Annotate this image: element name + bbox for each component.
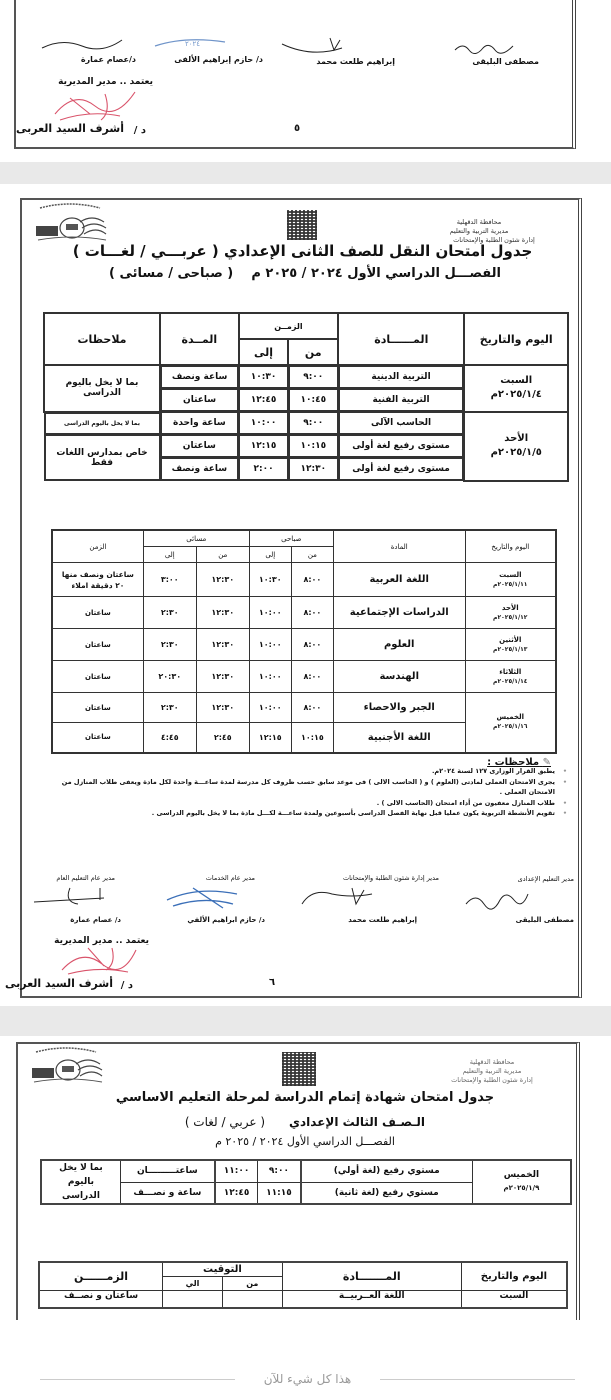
duration-cell: ساعة واحدة (160, 412, 239, 435)
day-cell (465, 629, 556, 661)
end-text: هذا كل شيء للآن (263, 1372, 352, 1386)
to-cell: ١٠:٠٠ (239, 412, 289, 435)
duration-cell: ساعتان ونصف منها ٢٠ دقيقة املاء (52, 563, 143, 597)
morning-from-cell: ٨:٠٠ (291, 597, 333, 629)
evening-from-cell: ١٢:٣٠ (196, 563, 249, 597)
signature-name: د/ حازم إبراهيم الألفى (174, 55, 263, 64)
grade-label: الـصـف الثالث الإعدادي (289, 1115, 425, 1129)
header-from: من (291, 547, 333, 563)
day-cell (465, 597, 556, 629)
schedule-subtitle: الفصـــل الدراسي الأول ٢٠٢٤ / ٢٠٢٥ م (215, 1135, 395, 1148)
to-cell (163, 1291, 223, 1309)
morning-to-cell: ١٠:٠٠ (249, 661, 291, 693)
evening-to-cell: ٣:٠٠ (143, 563, 196, 597)
morning-to-cell: ١٢:١٥ (249, 723, 291, 753)
schedule-table-1 (43, 312, 569, 482)
from-cell: ١١:١٥ (258, 1182, 301, 1204)
day-name: السبت (500, 375, 533, 387)
duration-cell: ساعتـــــــــان (120, 1160, 214, 1182)
signature-name: إبراهيم طلعت محمد (348, 916, 417, 924)
evening-from-cell: ١٢:٣٠ (196, 597, 249, 629)
subject-cell: التربية الفنية (338, 389, 464, 412)
header-time: الزمن (52, 530, 143, 563)
page-5 (0, 0, 611, 162)
evening-to-cell: ٢:٣٠ (143, 693, 196, 723)
day-cell (465, 563, 556, 597)
day-date: ٢٠٢٥/١/١٦م (493, 723, 528, 731)
duration-cell: ساعتان (52, 723, 143, 753)
evening-to-cell: ٤:٤٥ (143, 723, 196, 753)
subject-cell: الحاسب الآلى (338, 412, 464, 435)
duration-cell: ساعة ونصف (160, 365, 239, 389)
duration-cell: ساعتان (52, 629, 143, 661)
signature-name: د/عصام عمارة (80, 55, 136, 64)
day-name: الأثنين (499, 635, 522, 644)
signature-scribble (163, 882, 253, 914)
org-line-3: إدارة شئون الطلبة والإمتحانات (453, 236, 535, 244)
table-row (44, 365, 568, 389)
signature-title: مدير عام الخدمات (205, 874, 255, 882)
approval-label: يعتمد .. مدير المديرية (54, 936, 149, 946)
note-item: • تقويم الأنشطة التربوية يكون عمليا قبل نهاية الفصل الدراسى بأسبوعين ولمدة ساعـــة لكـــل مادة بما لا يخل باليوم الدراسى . (49, 808, 569, 819)
grade-type: ( عربي / لغات ) (184, 1115, 265, 1129)
subject-cell: التربية الدينية (338, 365, 464, 389)
schedule-table-1 (40, 1159, 572, 1205)
note-cell: بما لا يخل باليوم الدراسى (44, 365, 160, 412)
footer-divider-right (380, 1379, 575, 1380)
header-day: اليوم والتاريخ (465, 530, 556, 563)
morning-to-cell: ١٠:٠٠ (249, 629, 291, 661)
header-to: إلى (143, 547, 196, 563)
from-cell: ٩:٠٠ (288, 412, 338, 435)
subject-cell: مستوى رفيع لغة أولى (338, 458, 464, 481)
morning-from-cell: ٨:٠٠ (291, 661, 333, 693)
subject-cell: مستوى رفيع لغة أولى (338, 435, 464, 458)
pencil-icon: ✎ (542, 757, 551, 768)
day-name: الخميس (503, 1170, 540, 1180)
header-subject: المـــــــادة (282, 1262, 461, 1291)
day-date: ٢٠٢٥/١/١٤م (493, 677, 528, 685)
org-header (437, 1058, 547, 1085)
header-day: اليوم والتاريخ (461, 1262, 567, 1291)
duration-cell: ساعتان و نصــف (39, 1291, 163, 1309)
day-date: ٢٠٢٥/١/١٣م (493, 645, 528, 653)
duration-cell: ساعتان (52, 693, 143, 723)
duration-cell: ساعتان (52, 661, 143, 693)
day-name: الخميس (496, 713, 525, 722)
header-from: من (222, 1277, 282, 1291)
evening-from-cell: ١٢:٣٠ (196, 629, 249, 661)
from-cell: ١٠:٤٥ (288, 389, 338, 412)
signature-name: د/ عصام عمارة (70, 916, 121, 924)
header-from: من (288, 339, 338, 365)
signature-scribble (40, 36, 130, 54)
page-6 (0, 184, 611, 1006)
stamp-signature (58, 944, 138, 976)
day-cell (464, 365, 568, 412)
signature-name: مصطفى البليقى (472, 57, 539, 66)
from-cell: ١٢:٣٠ (288, 458, 338, 481)
org-line-1: محافظة الدقهلية (456, 218, 502, 226)
schedule-subtitle: الفصـــل الدراسي الأول ٢٠٢٤ / ٢٠٢٥ م ( صباحى / مسائى ) (109, 266, 501, 281)
signature-scribble (150, 36, 240, 56)
notes-list (49, 766, 569, 819)
governorate-logo (30, 202, 110, 244)
morning-to-cell: ١٠:٠٠ (249, 693, 291, 723)
qr-code-icon (287, 210, 317, 240)
from-cell: ١٠:١٥ (288, 435, 338, 458)
day-name: السبت (499, 570, 522, 579)
page-number: ٥ (294, 123, 301, 134)
subject-cell: مستوي رفيع (لغة أولي) (301, 1160, 473, 1182)
header-notes: ملاحظات (44, 313, 160, 365)
subject-cell: العلوم (333, 629, 465, 661)
schedule-table-2 (51, 529, 557, 754)
note-cell: بما لا يخل باليوم الدراسى (44, 412, 160, 435)
subject-cell: اللغة العــربيــة (282, 1291, 461, 1309)
subject-cell: اللغة الأجنبية (333, 723, 465, 753)
evening-from-cell: ١٢:٣٠ (196, 661, 249, 693)
evening-to-cell: ٢:٣٠ (143, 597, 196, 629)
header-from: من (196, 547, 249, 563)
page-gap (0, 162, 611, 184)
table-row (39, 1291, 567, 1309)
day-cell (465, 693, 556, 753)
header-evening: مسائى (143, 530, 249, 547)
day-date: ٢٠٢٥/١/٩م (503, 1184, 540, 1192)
day-date: ٢٠٢٥/١/٤م (490, 389, 542, 401)
evening-from-cell: ٢:٤٥ (196, 723, 249, 753)
header-subject: المادة (333, 530, 465, 563)
table-row (52, 597, 556, 629)
day-cell (472, 1160, 571, 1204)
morning-to-cell: ١٠:٣٠ (249, 563, 291, 597)
subject-cell: الهندسة (333, 661, 465, 693)
duration-cell: ساعة و نصـــف (120, 1182, 214, 1204)
table-row (52, 563, 556, 597)
from-cell: ٩:٠٠ (258, 1160, 301, 1182)
signature-name: مصطفى البليقى (515, 916, 574, 924)
signature-name: د/ حازم ابراهيم الألفي (187, 916, 265, 924)
to-cell: ٢:٠٠ (239, 458, 289, 481)
signature-title: مدير إدارة شئون الطلبة والإمتحانات (342, 874, 439, 882)
schedule-table-2 (38, 1261, 568, 1309)
note-item: • يطبق القرار الوزارى ١٢٧ لسنة ٢٠٢٤م. (49, 766, 569, 777)
subject-cell: مستوي رفيع (لغة ثانية) (301, 1182, 473, 1204)
header-morning: صباحى (249, 530, 333, 547)
note-item: • يجرى الامتحان العملى لمادتى (العلوم ) و ( الحاسب الالى ) فى موعد سابق حسب ظروف كل مدرسة لمدة ساعـــة واحدة لكل مادة ويعفى طلاب المنازل من الامتحان العملى . (49, 777, 569, 798)
signature-scribble (30, 884, 120, 912)
header-to: الي (163, 1277, 223, 1291)
header-time: الزمــن (239, 313, 338, 339)
stamp-signature (50, 88, 140, 124)
day-cell (464, 412, 568, 481)
day-cell (465, 661, 556, 693)
table-row (41, 1160, 571, 1182)
signature-name: إبراهيم طلعت محمد (316, 57, 395, 66)
director-name: أشرف السيد العربى (4, 977, 113, 990)
org-line-2: مديرية التربية والتعليم (449, 227, 509, 235)
director-prefix: د / (133, 125, 146, 136)
header-day: اليوم والتاريخ (464, 313, 568, 365)
header-to: إلى (239, 339, 289, 365)
note-item: • طلاب المنازل معفيون من أداء امتحان (الحاسب الالى ) . (49, 798, 569, 809)
day-date: ٢٠٢٥/١/١٢م (493, 613, 528, 621)
subject-cell: الدراسات الإجتماعية (333, 597, 465, 629)
evening-to-cell: ٢:٣٠ (143, 629, 196, 661)
org-line-3: إدارة شئون الطلبة والإمتحانات (451, 1076, 533, 1084)
org-line-2: مديرية التربية والتعليم (462, 1067, 522, 1075)
schedule-title: جدول امتحان شهادة إتمام الدراسة لمرحلة التعليم الاساسي (115, 1090, 495, 1105)
page-number: ٦ (269, 977, 276, 988)
end-of-content-footer (0, 1320, 611, 1400)
evening-to-cell: ٢٠:٣٠ (143, 661, 196, 693)
org-header (409, 218, 549, 245)
signature-scribble (450, 38, 530, 58)
header-timing: التوقيت (163, 1262, 283, 1277)
org-line-1: محافظة الدقهلية (469, 1058, 515, 1066)
table-row (52, 661, 556, 693)
morning-from-cell: ١٠:١٥ (291, 723, 333, 753)
schedule-title: جدول امتحان النقل للصف الثانى الإعدادي ( عربـــي / لغـــات ) (72, 242, 533, 260)
header-subject: المــــــادة (338, 313, 464, 365)
from-cell: ٩:٠٠ (288, 365, 338, 389)
to-cell: ١٠:٣٠ (239, 365, 289, 389)
header-to: إلى (249, 547, 291, 563)
day-cell: السبت (461, 1291, 567, 1309)
morning-to-cell: ١٠:٠٠ (249, 597, 291, 629)
morning-from-cell: ٨:٠٠ (291, 693, 333, 723)
evening-from-cell: ١٢:٣٠ (196, 693, 249, 723)
duration-cell: ساعتان (160, 389, 239, 412)
approval-label: يعتمد .. مدير المديرية (58, 77, 153, 87)
page-7 (0, 1036, 611, 1320)
table-row (44, 412, 568, 435)
day-name: الثلاثاء (499, 667, 522, 676)
to-cell: ١٢:٤٥ (215, 1182, 258, 1204)
table-row (52, 693, 556, 723)
notes-title-label: ملاحظات : (487, 757, 540, 768)
header-duration: المــدة (160, 313, 239, 365)
duration-cell: ساعة ونصف (160, 458, 239, 481)
day-date: ٢٠٢٥/١/١١م (493, 580, 528, 588)
from-cell (222, 1291, 282, 1309)
table-row (52, 629, 556, 661)
to-cell: ١٢:١٥ (239, 435, 289, 458)
subject-cell: اللغة العربية (333, 563, 465, 597)
to-cell: ١١:٠٠ (215, 1160, 258, 1182)
qr-code-icon (282, 1052, 316, 1086)
day-name: الأحد (504, 433, 529, 444)
signature-scribble (280, 36, 360, 58)
duration-cell: ساعتان (160, 435, 239, 458)
footer-divider-left (40, 1379, 235, 1380)
note-cell: بما لا يخل باليوم الدراسى (41, 1160, 120, 1204)
morning-from-cell: ٨:٠٠ (291, 563, 333, 597)
to-cell: ١٢:٤٥ (239, 389, 289, 412)
signature-scribble (462, 886, 532, 912)
header-time: الزمــــــن (39, 1262, 163, 1291)
duration-cell: ساعتان (52, 597, 143, 629)
page-gap (0, 1006, 611, 1036)
morning-from-cell: ٨:٠٠ (291, 629, 333, 661)
note-cell: خاص بمدارس اللغات فقط (44, 435, 160, 481)
director-name: أشرف السيد العربى (15, 122, 124, 135)
governorate-logo (26, 1046, 106, 1086)
svg-text:٢٠٢٤: ٢٠٢٤ (185, 40, 201, 48)
subject-cell: الجبر والاحصاء (333, 693, 465, 723)
signature-scribble (300, 884, 380, 912)
signature-title: مدير عام التعليم العام (56, 874, 115, 882)
day-date: ٢٠٢٥/١/٥م (490, 447, 542, 458)
director-prefix: د / (120, 980, 133, 991)
signature-title: مدير التعليم الإعدادى (517, 875, 574, 883)
day-name: الأحد (501, 603, 519, 612)
